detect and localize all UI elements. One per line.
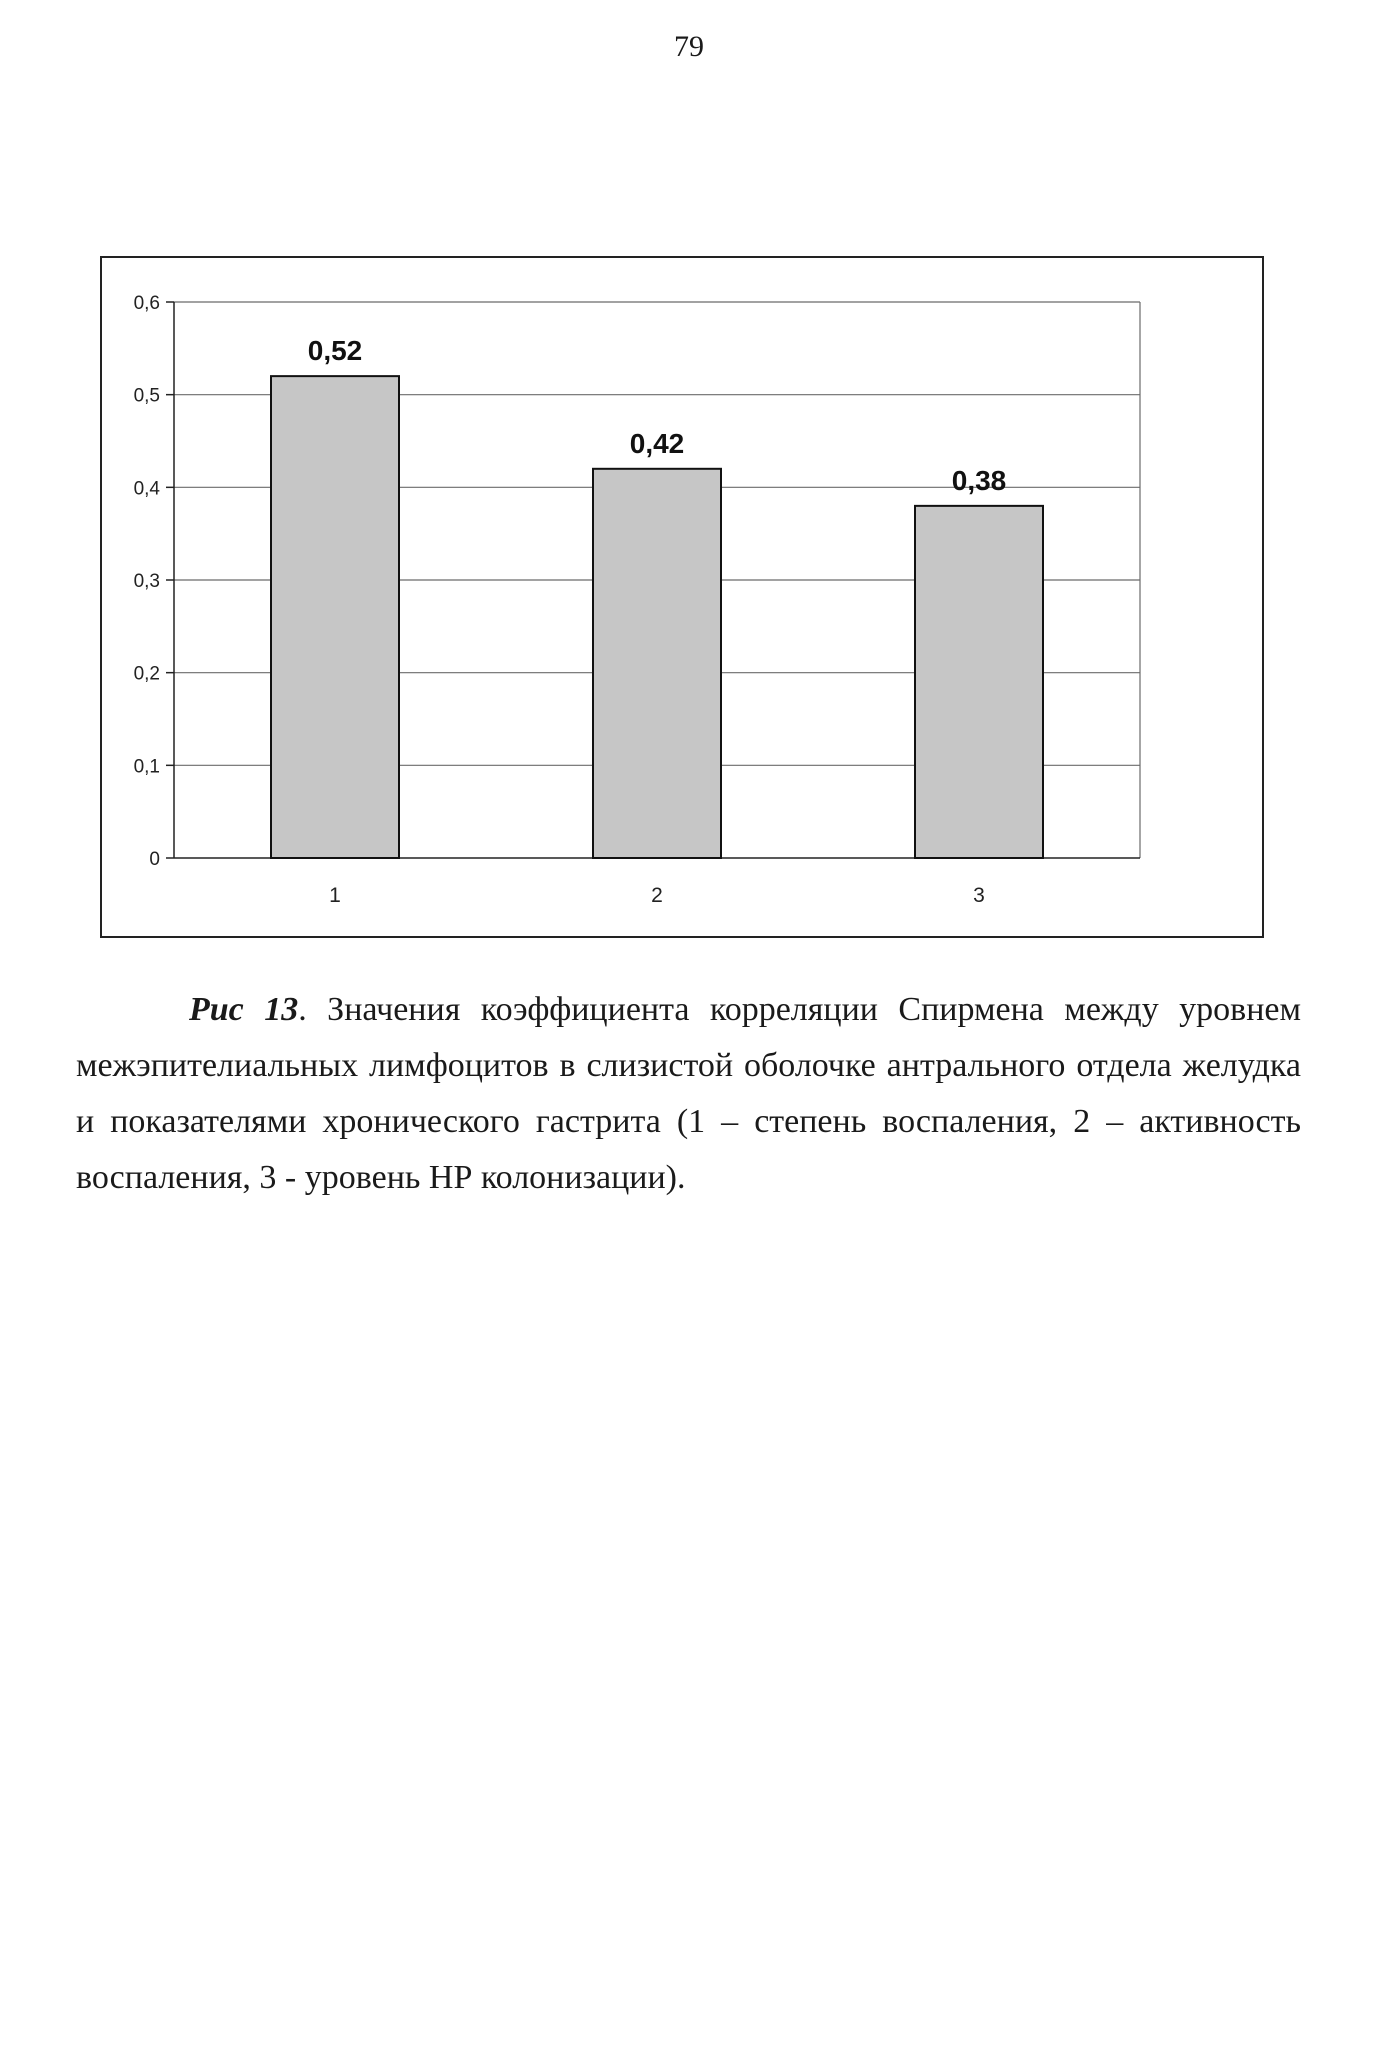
bar: [271, 376, 399, 858]
caption-label: Рис 13: [189, 991, 299, 1028]
x-tick-label: 1: [329, 884, 341, 907]
y-tick-label: 0,1: [133, 756, 160, 778]
bar-chart: [102, 258, 1262, 936]
caption-text: . Значения коэффициента корреляции Спирмена между уровнем межэпителиальных лимфоцитов в слизистой оболочке антрального отдела желудка и показателями хронического гастрита (1 – степень воспаления, 2 – активность воспаления, 3 - уровень НР колонизации).: [76, 991, 1301, 1196]
figure-caption: [76, 982, 1301, 1206]
y-tick-label: 0: [149, 849, 160, 870]
x-tick-label: 3: [973, 884, 985, 907]
page-number: 79: [674, 30, 704, 63]
bar: [915, 506, 1043, 858]
bar: [593, 469, 721, 858]
y-tick-label: 0,4: [133, 478, 160, 500]
y-tick-label: 0,6: [133, 293, 160, 314]
y-tick-label: 0,3: [133, 571, 160, 592]
data-label: 0,38: [951, 464, 1007, 496]
data-label: 0,52: [307, 335, 363, 367]
figure-frame: [100, 256, 1264, 938]
y-tick-label: 0,5: [133, 385, 160, 407]
y-tick-label: 0,2: [133, 663, 160, 685]
data-label: 0,42: [629, 427, 685, 459]
x-tick-label: 2: [651, 884, 663, 907]
